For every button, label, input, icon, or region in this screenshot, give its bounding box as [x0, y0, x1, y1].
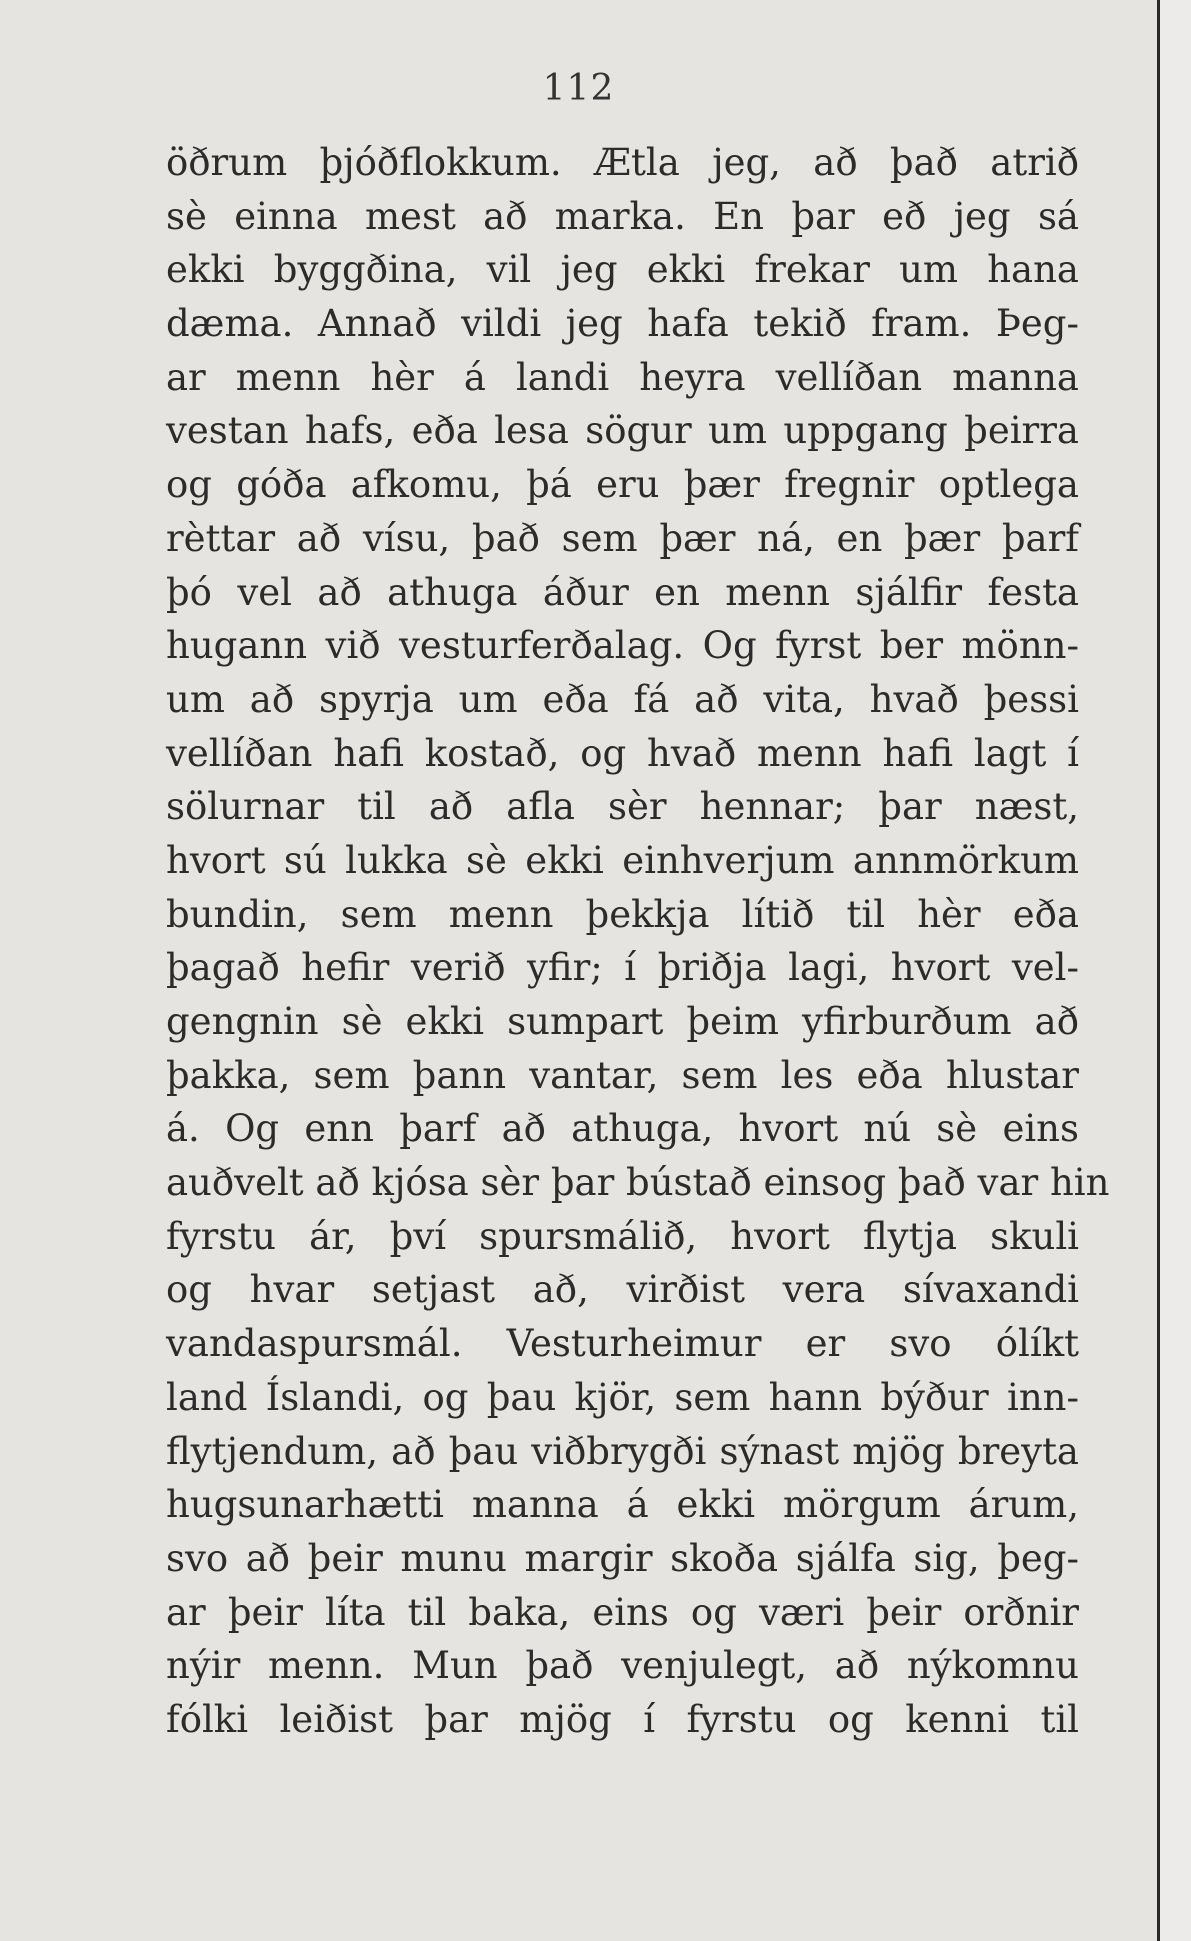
text-line: bundin, sem menn þekkja lítið til hèr eða — [166, 892, 1079, 936]
text-line: gengnin sè ekki sumpart þeim yfirburðum að — [166, 1000, 1079, 1043]
text-line: ekki byggðina, vil jeg ekki frekar um hana — [166, 248, 1079, 292]
text-line: sè einna mest að marka. En þar eð jeg sá — [166, 194, 1079, 238]
text-line: vestan hafs, eða lesa sögur um uppgang þeirra — [166, 409, 1079, 453]
text-line: land Íslandi, og þau kjör, sem hann býður inn- — [166, 1375, 1079, 1419]
text-line: hvort sú lukka sè ekki einhverjum annmörkum — [166, 838, 1079, 882]
text-line: ar menn hèr á landi heyra vellíðan manna — [166, 355, 1079, 399]
text-line: þó vel að athuga áður en menn sjálfir festa — [166, 570, 1079, 614]
page-edge-strip — [1160, 0, 1191, 1941]
page-number: 112 — [542, 68, 615, 109]
text-line: vellíðan hafi kostað, og hvað menn hafi lagt í — [166, 731, 1079, 775]
text-line: fólki leiðist þar mjög í fyrstu og kenni til — [166, 1697, 1079, 1741]
text-line: dæma. Annað vildi jeg hafa tekið fram. Þeg- — [166, 302, 1079, 346]
text-line: og hvar setjast að, virðist vera sívaxandi — [166, 1268, 1079, 1312]
text-line: þakka, sem þann vantar, sem les eða hlustar — [166, 1053, 1079, 1097]
text-line: fyrstu ár, því spursmálið, hvort flytja skuli — [166, 1214, 1079, 1258]
text-line: um að spyrja um eða fá að vita, hvað þessi — [166, 677, 1079, 721]
text-line: hugsunarhætti manna á ekki mörgum árum, — [166, 1483, 1079, 1527]
text-line: hugann við vesturferðalag. Og fyrst ber mönn- — [166, 624, 1079, 668]
text-line: öðrum þjóðflokkum. Ætla jeg, að það atrið — [166, 141, 1079, 184]
text-line: vandaspursmál. Vesturheimur er svo ólíkt — [166, 1322, 1079, 1366]
body-text — [166, 136, 1110, 1747]
page-edge-line — [1157, 0, 1160, 1941]
text-line: sölurnar til að afla sèr hennar; þar næst, — [166, 785, 1079, 829]
text-line: rèttar að vísu, það sem þær ná, en þær þarf — [166, 516, 1079, 560]
text-line: og góða afkomu, þá eru þær fregnir optlega — [166, 463, 1079, 507]
text-line: þagað hefir verið yfir; í þriðja lagi, hvort vel- — [166, 946, 1079, 990]
text-line: flytjendum, að þau viðbrygði sýnast mjög breyta — [166, 1429, 1079, 1473]
text-line: auðvelt að kjósa sèr þar bústað einsog það var hin — [166, 1161, 1110, 1205]
text-line: svo að þeir munu margir skoða sjálfa sig, þeg- — [166, 1536, 1079, 1580]
text-line: á. Og enn þarf að athuga, hvort nú sè eins — [166, 1107, 1079, 1151]
text-line: nýir menn. Mun það venjulegt, að nýkomnu — [166, 1644, 1079, 1688]
text-line: ar þeir líta til baka, eins og væri þeir orðnir — [166, 1590, 1079, 1634]
